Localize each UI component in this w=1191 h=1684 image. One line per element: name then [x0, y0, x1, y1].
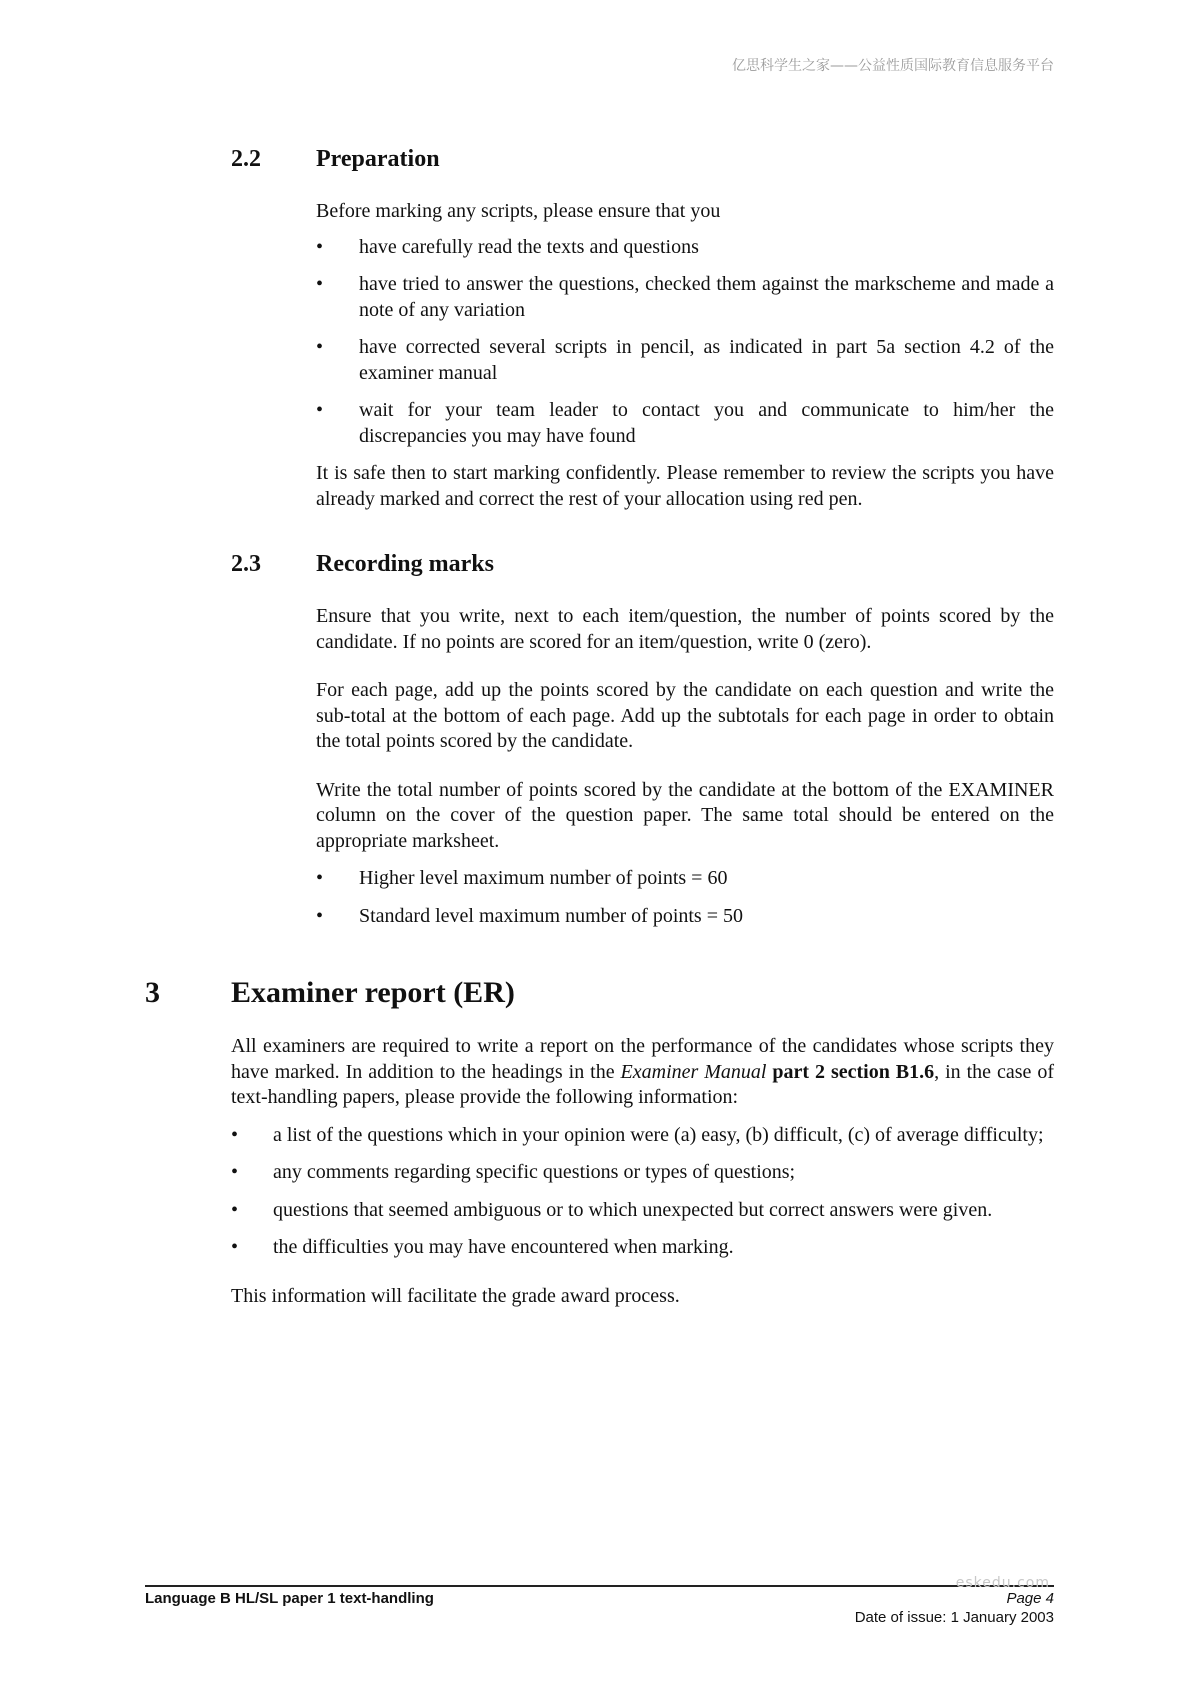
list-item-text: questions that seemed ambiguous or to which unexpected but correct answers were given. [273, 1198, 993, 1221]
bullet: • [316, 336, 324, 358]
section-3-body [231, 1034, 1054, 1309]
list-item [316, 398, 1054, 449]
list-item-text: wait for your team leader to contact you and communicate to him/her the discrepancies you may have found [359, 399, 1054, 447]
section-3-intro-b: , in the case of text-handling papers, please provide the following information: [231, 1060, 1054, 1108]
list-item-text: any comments regarding specific questions or types of questions; [273, 1161, 796, 1183]
bullet: • [231, 1161, 239, 1183]
footer-watermark: eskedu.com [955, 1575, 1050, 1591]
bullet: • [231, 1236, 239, 1258]
section-2-3-body [316, 604, 1054, 929]
bullet: • [316, 399, 324, 421]
page-number: Page 4 [1006, 1590, 1054, 1607]
section-3-intro-a: All examiners are required to write a report on the performance of the candidates whose scripts they have marked. In addition to the headings in the [231, 1035, 1054, 1083]
list-item [316, 335, 1054, 386]
section-2-2-number: 2.2 [231, 146, 261, 172]
list-item [316, 272, 1054, 323]
list-item [316, 235, 1054, 261]
list-item [231, 1235, 1054, 1261]
section-2-2-intro: Before marking any scripts, please ensure that you [316, 200, 721, 222]
header-watermark: 亿思科学生之家——公益性质国际教育信息服务平台 [732, 58, 1054, 74]
footer-divider [145, 1585, 1054, 1587]
list-item-text: a list of the questions which in your opinion were (a) easy, (b) difficult, (c) of average difficulty; [273, 1123, 1044, 1146]
section-2-3-para-1: Ensure that you write, next to each item/question, the number of points scored by the candidate. If no points are scored for an item/question, write 0 (zero). [316, 605, 1054, 653]
bullet: • [316, 867, 324, 889]
list-item [231, 1123, 1054, 1149]
section-2-2-title: Preparation [316, 146, 440, 172]
list-item-text: have carefully read the texts and questions [359, 235, 699, 258]
list-item [231, 1160, 1054, 1186]
list-item [316, 904, 1054, 930]
list-item-text: Higher level maximum number of points = 60 [359, 867, 728, 889]
footer-paper-title: Language B HL/SL paper 1 text-handling [145, 1590, 434, 1607]
section-2-3-para-3: Write the total number of points scored by the candidate at the bottom of the EXAMINER column on the cover of the question paper. The same total should be entered on the appropriate marksheet. [316, 778, 1054, 852]
section-2-2-body [316, 199, 1054, 512]
list-item [231, 1198, 1054, 1224]
bullet: • [316, 235, 324, 258]
examiner-manual-ref: Examiner Manual [620, 1060, 767, 1083]
footer-page-info [855, 1589, 1054, 1627]
bullet: • [231, 1123, 239, 1146]
list-item-text: Standard level maximum number of points = 50 [359, 904, 743, 927]
part-section-ref: part 2 section B1.6 [766, 1060, 935, 1083]
section-2-3-para-2: For each page, add up the points scored by the candidate on each question and write the sub-total at the bottom of each page. Add up the subtotals for each page in order to obtain the total points scored by the candidate. [316, 679, 1054, 752]
section-2-3-number: 2.3 [231, 551, 261, 577]
section-3-closing: This information will facilitate the grade award process. [231, 1284, 680, 1307]
list-item-text: have corrected several scripts in pencil, as indicated in part 5a section 4.2 of the examiner manual [359, 336, 1054, 384]
section-2-3-title: Recording marks [316, 551, 494, 577]
bullet: • [316, 273, 324, 295]
bullet: • [231, 1198, 239, 1221]
list-item-text: the difficulties you may have encountered when marking. [273, 1236, 734, 1258]
section-3-title: Examiner report (ER) [231, 976, 515, 1009]
list-item-text: have tried to answer the questions, checked them against the markscheme and made a note of any variation [359, 273, 1054, 321]
section-2-2-closing: It is safe then to start marking confidently. Please remember to review the scripts you have already marked and correct the rest of your allocation using red pen. [316, 462, 1054, 510]
bullet: • [316, 904, 324, 927]
section-3-number: 3 [145, 976, 160, 1009]
section-3-intro [231, 1034, 1054, 1111]
issue-date: Date of issue: 1 January 2003 [854, 1609, 1054, 1626]
list-item [316, 866, 1054, 892]
